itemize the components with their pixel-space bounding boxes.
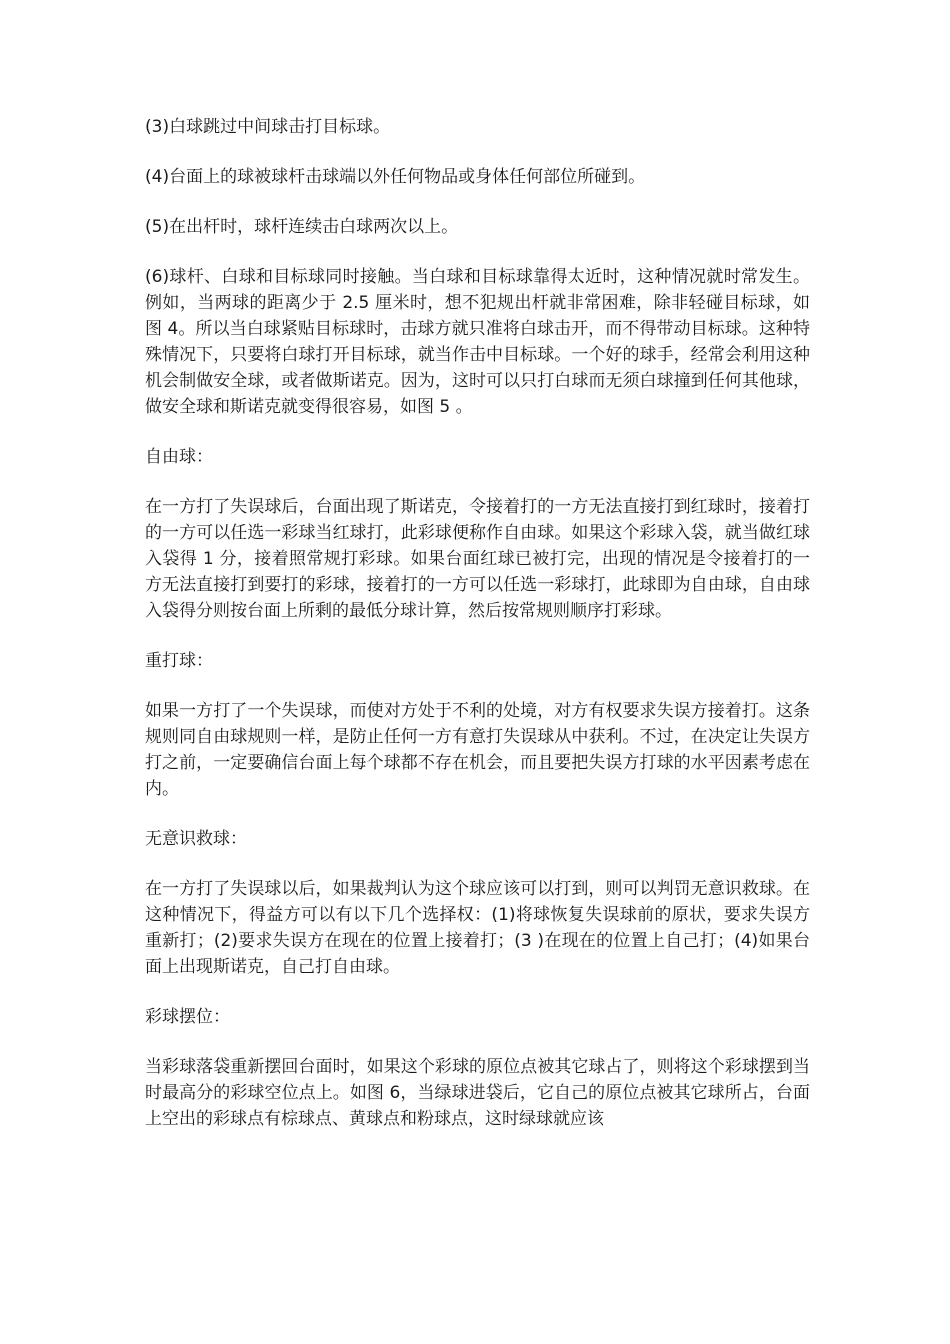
heading-free-ball: 自由球： <box>145 447 213 467</box>
heading-miss-rule: 无意识救球： <box>145 829 247 849</box>
paragraph-free-ball: 在一方打了失误球后，台面出现了斯诺克，令接着打的一方无法直接打到红球时，接着打的一方可以任选一彩球当红球打，此彩球便称作自由球。如果这个彩球入袋，就当做红球入袋得 1 分，接着照常规打彩球。如果台面红球已被打完，出现的情况是令接着打的一方无法直接打到要打的彩球，接着打的一方可以任选一彩球打，此球即为自由球，自由球入袋得分则按台面上所剩的最低分球计算，然后按常规则顺序打彩球。 <box>145 497 810 621</box>
paragraph-rule-5: (5)在出杆时，球杆连续击白球两次以上。 <box>145 217 459 237</box>
heading-replay: 重打球： <box>145 651 213 671</box>
paragraph-replay: 如果一方打了一个失误球，而使对方处于不利的处境，对方有权要求失误方接着打。这条规则同自由球规则一样，是防止任何一方有意打失误球从中获利。不过，在决定让失误方打之前，一定要确信台面上每个球都不存在机会，而且要把失误方打球的水平因素考虑在内。 <box>145 701 810 799</box>
document-page <box>145 114 810 1132</box>
paragraph-rule-6: (6)球杆、白球和目标球同时接触。当白球和目标球靠得太近时，这种情况就时常发生。例如，当两球的距离少于 2.5 厘米时，想不犯规出杆就非常困难，除非轻碰目标球，如图 4。所以当白球紧贴目标球时，击球方就只准将白球击开，而不得带动目标球。这种特殊情况下，只要将白球打开目标球，就当作击中目标球。一个好的球手，经常会利用这种机会制做安全球，或者做斯诺克。因为，这时可以只打白球而无须白球撞到任何其他球，做安全球和斯诺克就变得很容易，如图 5 。 <box>145 267 810 417</box>
heading-colour-respot: 彩球摆位： <box>145 1007 230 1027</box>
paragraph-rule-3: (3)白球跳过中间球击打目标球。 <box>145 117 391 137</box>
paragraph-rule-4: (4)台面上的球被球杆击球端以外任何物品或身体任何部位所碰到。 <box>145 167 646 187</box>
paragraph-colour-respot: 当彩球落袋重新摆回台面时，如果这个彩球的原位点被其它球占了，则将这个彩球摆到当时最高分的彩球空位点上。如图 6，当绿球进袋后，它自己的原位点被其它球所占，台面上空出的彩球点有棕球点、黄球点和粉球点，这时绿球就应该 <box>145 1057 810 1129</box>
paragraph-miss-rule: 在一方打了失误球以后，如果裁判认为这个球应该可以打到，则可以判罚无意识救球。在这种情况下，得益方可以有以下几个选择权：(1)将球恢复失误球前的原状，要求失误方重新打；(2)要求失误方在现在的位置上接着打；(3 )在现在的位置上自己打；(4)如果台面上出现斯诺克，自己打自由球。 <box>145 879 810 977</box>
